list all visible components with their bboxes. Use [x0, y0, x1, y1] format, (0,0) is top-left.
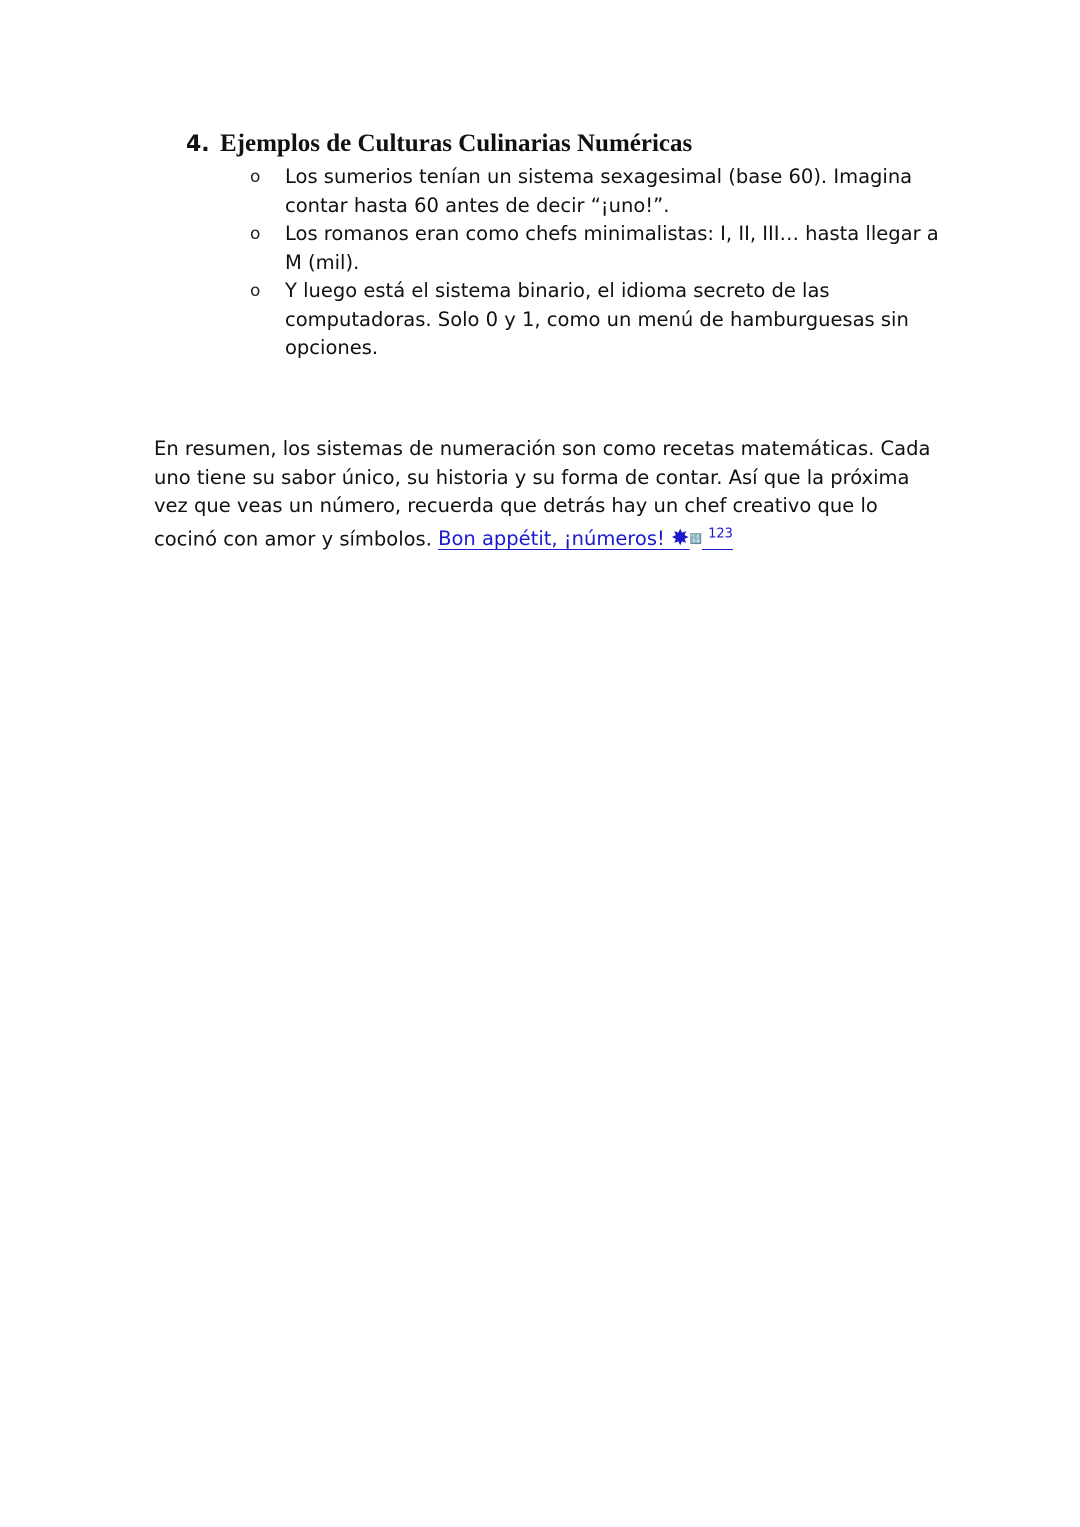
closing-link[interactable]: [438, 527, 733, 550]
section-number: 4.: [186, 132, 210, 157]
closing-link-text: Bon appétit, ¡números!: [438, 527, 665, 550]
example-list: [186, 163, 946, 363]
summary-paragraph: [154, 435, 934, 554]
section-title: Ejemplos de Culturas Culinarias Numéricas: [220, 130, 693, 157]
list-item: [186, 220, 946, 277]
list-item: [186, 277, 946, 363]
list-item-text: Y luego está el sistema binario, el idioma secreto de las computadoras. Solo 0 y 1, como un menú de hamburguesas sin opciones.: [285, 279, 909, 359]
list-item: [186, 163, 946, 220]
star-icon: ✸: [671, 526, 690, 551]
list-item-text: Los sumerios tenían un sistema sexagesimal (base 60). Imagina contar hasta 60 antes de decir “¡uno!”.: [285, 165, 913, 217]
list-item-text: Los romanos eran como chefs minimalistas: I, II, III… hasta llegar a M (mil).: [285, 222, 939, 274]
bullet-marker: o: [250, 167, 261, 187]
numbers-superscript: 123: [708, 526, 733, 542]
section-4: [186, 128, 946, 363]
bullet-marker: o: [250, 224, 261, 244]
numbers-emoji-icon: 🔢: [689, 533, 702, 545]
section-heading: [186, 128, 946, 161]
summary-text: En resumen, los sistemas de numeración son como recetas matemáticas. Cada uno tiene su sabor único, su historia y su forma de contar. Así que la próxima vez que veas un número, recuerda que detrás hay un chef creativo que lo cocinó con amor y símbolos.: [154, 437, 931, 550]
bullet-marker: o: [250, 281, 261, 301]
